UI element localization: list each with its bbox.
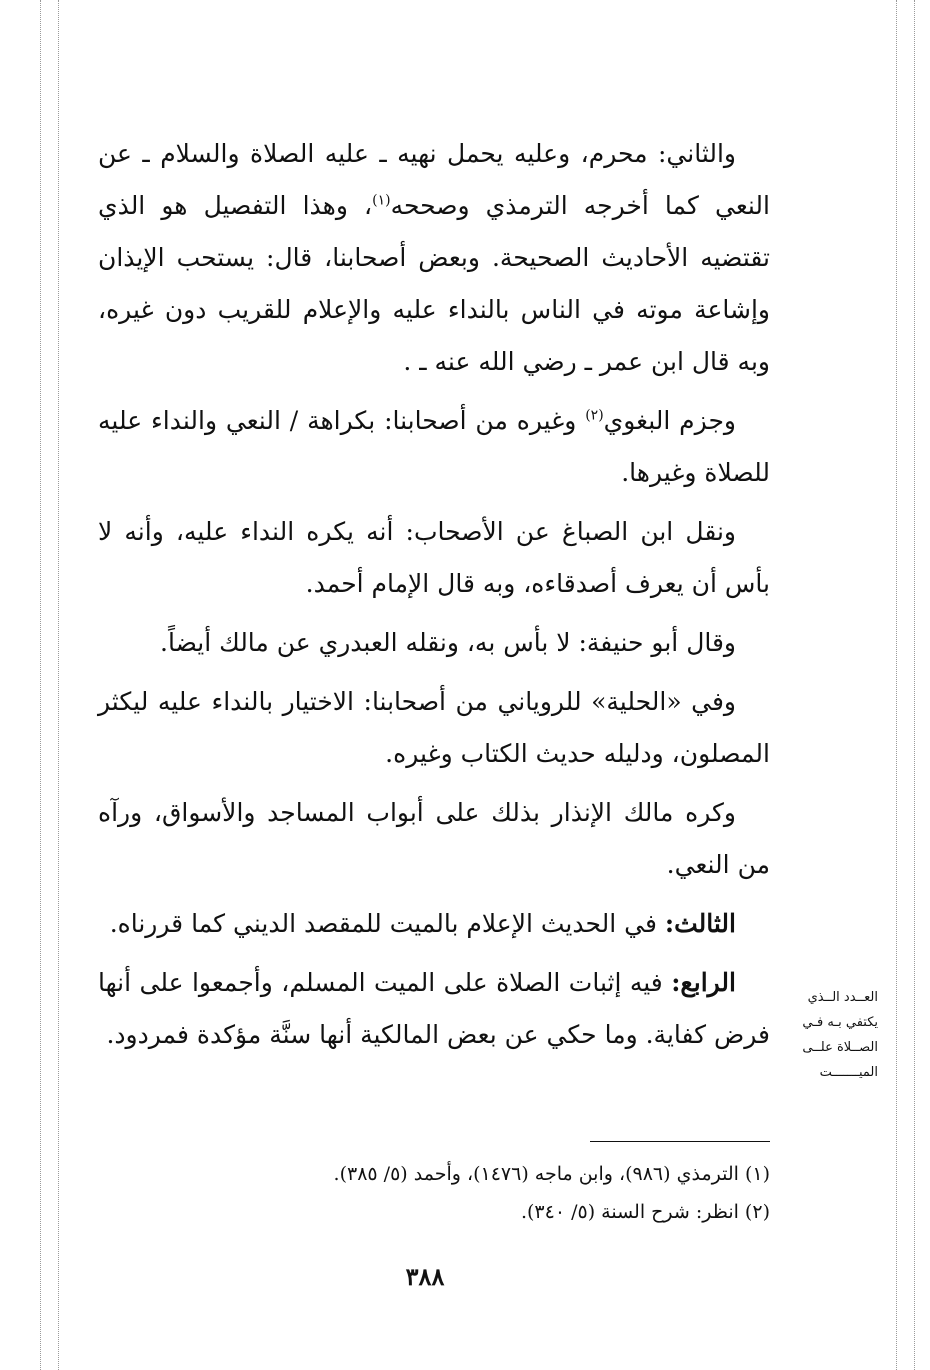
footnotes [200, 1155, 770, 1231]
paragraph-text: وفي «الحلية» للروياني من أصحابنا: الاختيار بالنداء عليه ليكثر المصلون، ودليله حديث الكتاب وغيره. [98, 687, 770, 768]
paragraph [98, 898, 770, 950]
paragraph [98, 506, 770, 610]
paragraph-text: وغيره من أصحابنا: بكراهة / النعي والنداء عليه للصلاة وغيرها. [98, 406, 770, 487]
footnote-1: (١) الترمذي (٩٨٦)، وابن ماجه (١٤٧٦)، وأحمد (٥/ ٣٨٥). [333, 1163, 770, 1185]
paragraph-text: ، وهذا التفصيل هو الذي تقتضيه الأحاديث الصحيحة. وبعض أصحابنا، قال: يستحب الإيذان وإشاعة موته في الناس بالنداء عليه والإعلام للقريب دون غيره، وبه قال ابن عمر ـ رضي الله عنه ـ . [98, 191, 770, 376]
section-heading-inline: الرابع: [671, 968, 736, 997]
paragraph-text: وقال أبو حنيفة: لا بأس به، ونقله العبدري عن مالك أيضاً. [160, 628, 736, 657]
margin-note-line: الميـــــــت [819, 1065, 878, 1080]
scan-edge-right-dots-outer [914, 0, 915, 1370]
paragraph [98, 676, 770, 780]
margin-note-line: يكتفي بـه فـي [802, 1015, 878, 1030]
paragraph [98, 787, 770, 891]
margin-note-line: العــدد الــذي [807, 990, 878, 1005]
paragraph [98, 128, 770, 388]
footnote-reference: (١) [372, 192, 391, 209]
main-text-body [98, 128, 770, 1068]
scan-edge-right-dots [896, 0, 897, 1370]
paragraph-text: وكره مالك الإنذار بذلك على أبواب المساجد والأسواق، ورآه من النعي. [98, 798, 770, 879]
paragraph-text: وجزم البغوي [603, 406, 736, 435]
paragraph-text: والثاني: محرم، وعليه يحمل نهيه ـ عليه الصلاة والسلام ـ عن النعي كما أخرجه الترمذي وصححه [98, 139, 770, 220]
paragraph [98, 957, 770, 1061]
footnote-2: (٢) انظر: شرح السنة (٥/ ٣٤٠). [520, 1201, 770, 1223]
footnote-separator [590, 1141, 770, 1142]
paragraph-text: في الحديث الإعلام بالميت للمقصد الديني كما قررناه. [109, 909, 665, 938]
margin-note [794, 985, 878, 1085]
margin-note-line: الصــلاة علــى [802, 1040, 878, 1055]
scan-edge-left-dots [40, 0, 41, 1370]
paragraph-text: ونقل ابن الصباغ عن الأصحاب: أنه يكره النداء عليه، وأنه لا بأس أن يعرف أصدقاءه، وبه قال الإمام أحمد. [98, 517, 770, 598]
paragraph-text: فيه إثبات الصلاة على الميت المسلم، وأجمعوا على أنها فرض كفاية. وما حكي عن بعض المالكية أنها سنَّة مؤكدة فمردود. [98, 968, 770, 1049]
page-number: ٣٨٨ [405, 1262, 445, 1291]
paragraph [98, 395, 770, 499]
footnote-reference: (٢) [585, 407, 604, 424]
section-heading-inline: الثالث: [664, 909, 736, 938]
paragraph [98, 617, 770, 669]
scan-edge-left-dots-inner [58, 0, 59, 1370]
